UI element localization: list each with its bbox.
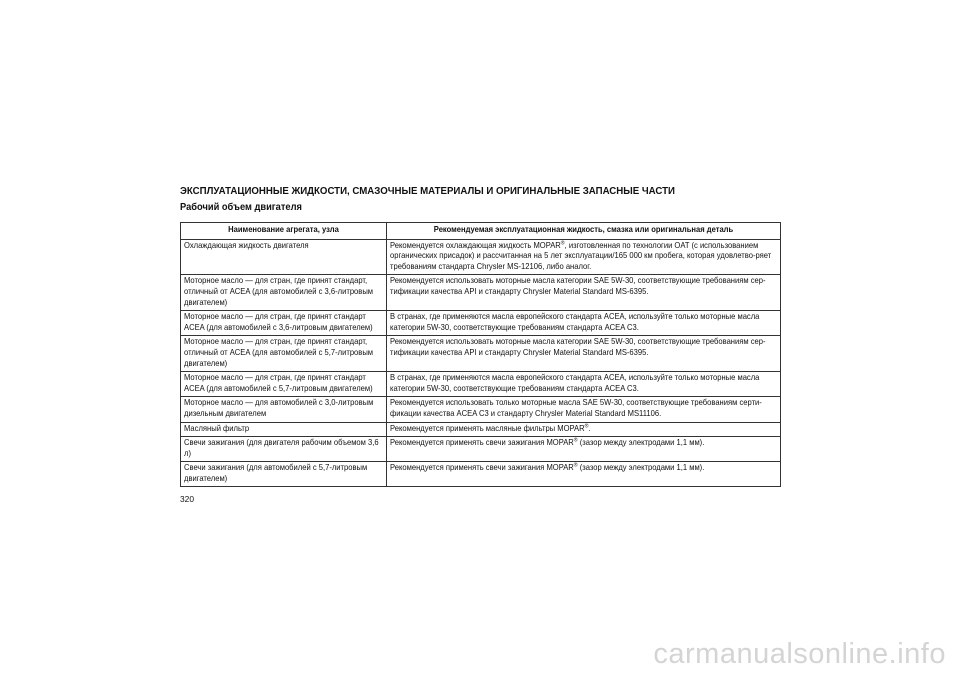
header-recommendation: Рекомендуемая эксплуатационная жидкость, смазка или оригинальная деталь — [387, 223, 781, 240]
table-row — [181, 275, 781, 311]
recommendation-cell: Рекомендуется использовать моторные масла категории SAE 5W-30, соответствующие требованиям сер-тификации качества API и стандарту Chrysler Material Standard MS-6395. — [387, 275, 781, 311]
table-row — [181, 437, 781, 462]
recommendation-cell: Рекомендуется применять свечи зажигания MOPAR® (зазор между электродами 1,1 мм). — [387, 437, 781, 462]
table-row — [181, 397, 781, 422]
table-row — [181, 422, 781, 437]
section-title: ЭКСПЛУАТАЦИОННЫЕ ЖИДКОСТИ, СМАЗОЧНЫЕ МАТЕРИАЛЫ И ОРИГИНАЛЬНЫЕ ЗАПАСНЫЕ ЧАСТИ — [180, 186, 675, 197]
component-cell: Моторное масло — для стран, где принят стандарт ACEA (для автомобилей с 3,6-литровым двигателем) — [181, 311, 387, 336]
document-page — [180, 186, 780, 487]
registered-mark: ® — [573, 437, 578, 444]
table-row — [181, 239, 781, 275]
header-component: Наименование агрегата, узла — [181, 223, 387, 240]
table-header-row — [181, 223, 781, 240]
registered-mark: ® — [560, 239, 565, 246]
component-cell: Свечи зажигания (для двигателя рабочим объемом 3,6 л) — [181, 437, 387, 462]
table-row — [181, 372, 781, 397]
section-subtitle: Рабочий объем двигателя — [180, 202, 302, 213]
component-cell: Моторное масло — для стран, где принят стандарт, отличный от ACEA (для автомобилей с 5,7-литровым двигателем) — [181, 336, 387, 372]
registered-mark: ® — [573, 462, 578, 469]
recommendation-cell: Рекомендуется использовать только моторные масла SAE 5W-30, соответствующие требованиям серти-фикации качества ACEA C3 и стандарту Chrysler Material Standard MS11106. — [387, 397, 781, 422]
recommendation-cell: В странах, где применяются масла европейского стандарта ACEA, используйте только моторные масла категории 5W-30, соответствующие требованиям стандарта ACEA C3. — [387, 311, 781, 336]
table-row — [181, 336, 781, 372]
fluids-table — [180, 222, 781, 487]
component-cell: Масляный фильтр — [181, 422, 387, 437]
recommendation-cell: В странах, где применяются масла европейского стандарта ACEA, используйте только моторные масла категории 5W-30, соответствующие требованиям стандарта ACEA C3. — [387, 372, 781, 397]
recommendation-cell: Рекомендуется применять свечи зажигания MOPAR® (зазор между электродами 1,1 мм). — [387, 462, 781, 487]
recommendation-cell: Рекомендуется применять масляные фильтры MOPAR®. — [387, 422, 781, 437]
table-row — [181, 462, 781, 487]
component-cell: Свечи зажигания (для автомобилей с 5,7-литровым двигателем) — [181, 462, 387, 487]
watermark: carmanualsonline.info — [653, 638, 946, 670]
component-cell: Моторное масло — для стран, где принят стандарт ACEA (для автомобилей с 5,7-литровым двигателем) — [181, 372, 387, 397]
component-cell: Моторное масло — для стран, где принят стандарт, отличный от ACEA (для автомобилей с 3,6-литровым двигателем) — [181, 275, 387, 311]
registered-mark: ® — [584, 422, 589, 429]
recommendation-cell: Рекомендуется охлаждающая жидкость MOPAR®, изготовленная по технологии OAT (с использованием органических присадок) и рассчитанная на 5 лет эксплуатации/165 000 км пробега, которая удовлетво-ряет требованиям стандарта Chrysler MS-12106, либо аналог. — [387, 239, 781, 275]
page-number: 320 — [180, 494, 194, 504]
table-row — [181, 311, 781, 336]
component-cell: Охлаждающая жидкость двигателя — [181, 239, 387, 275]
recommendation-cell: Рекомендуется использовать моторные масла категории SAE 5W-30, соответствующие требованиям сер-тификации качества API и стандарту Chrysler Material Standard MS-6395. — [387, 336, 781, 372]
component-cell: Моторное масло — для автомобилей с 3,0-литровым дизельным двигателем — [181, 397, 387, 422]
